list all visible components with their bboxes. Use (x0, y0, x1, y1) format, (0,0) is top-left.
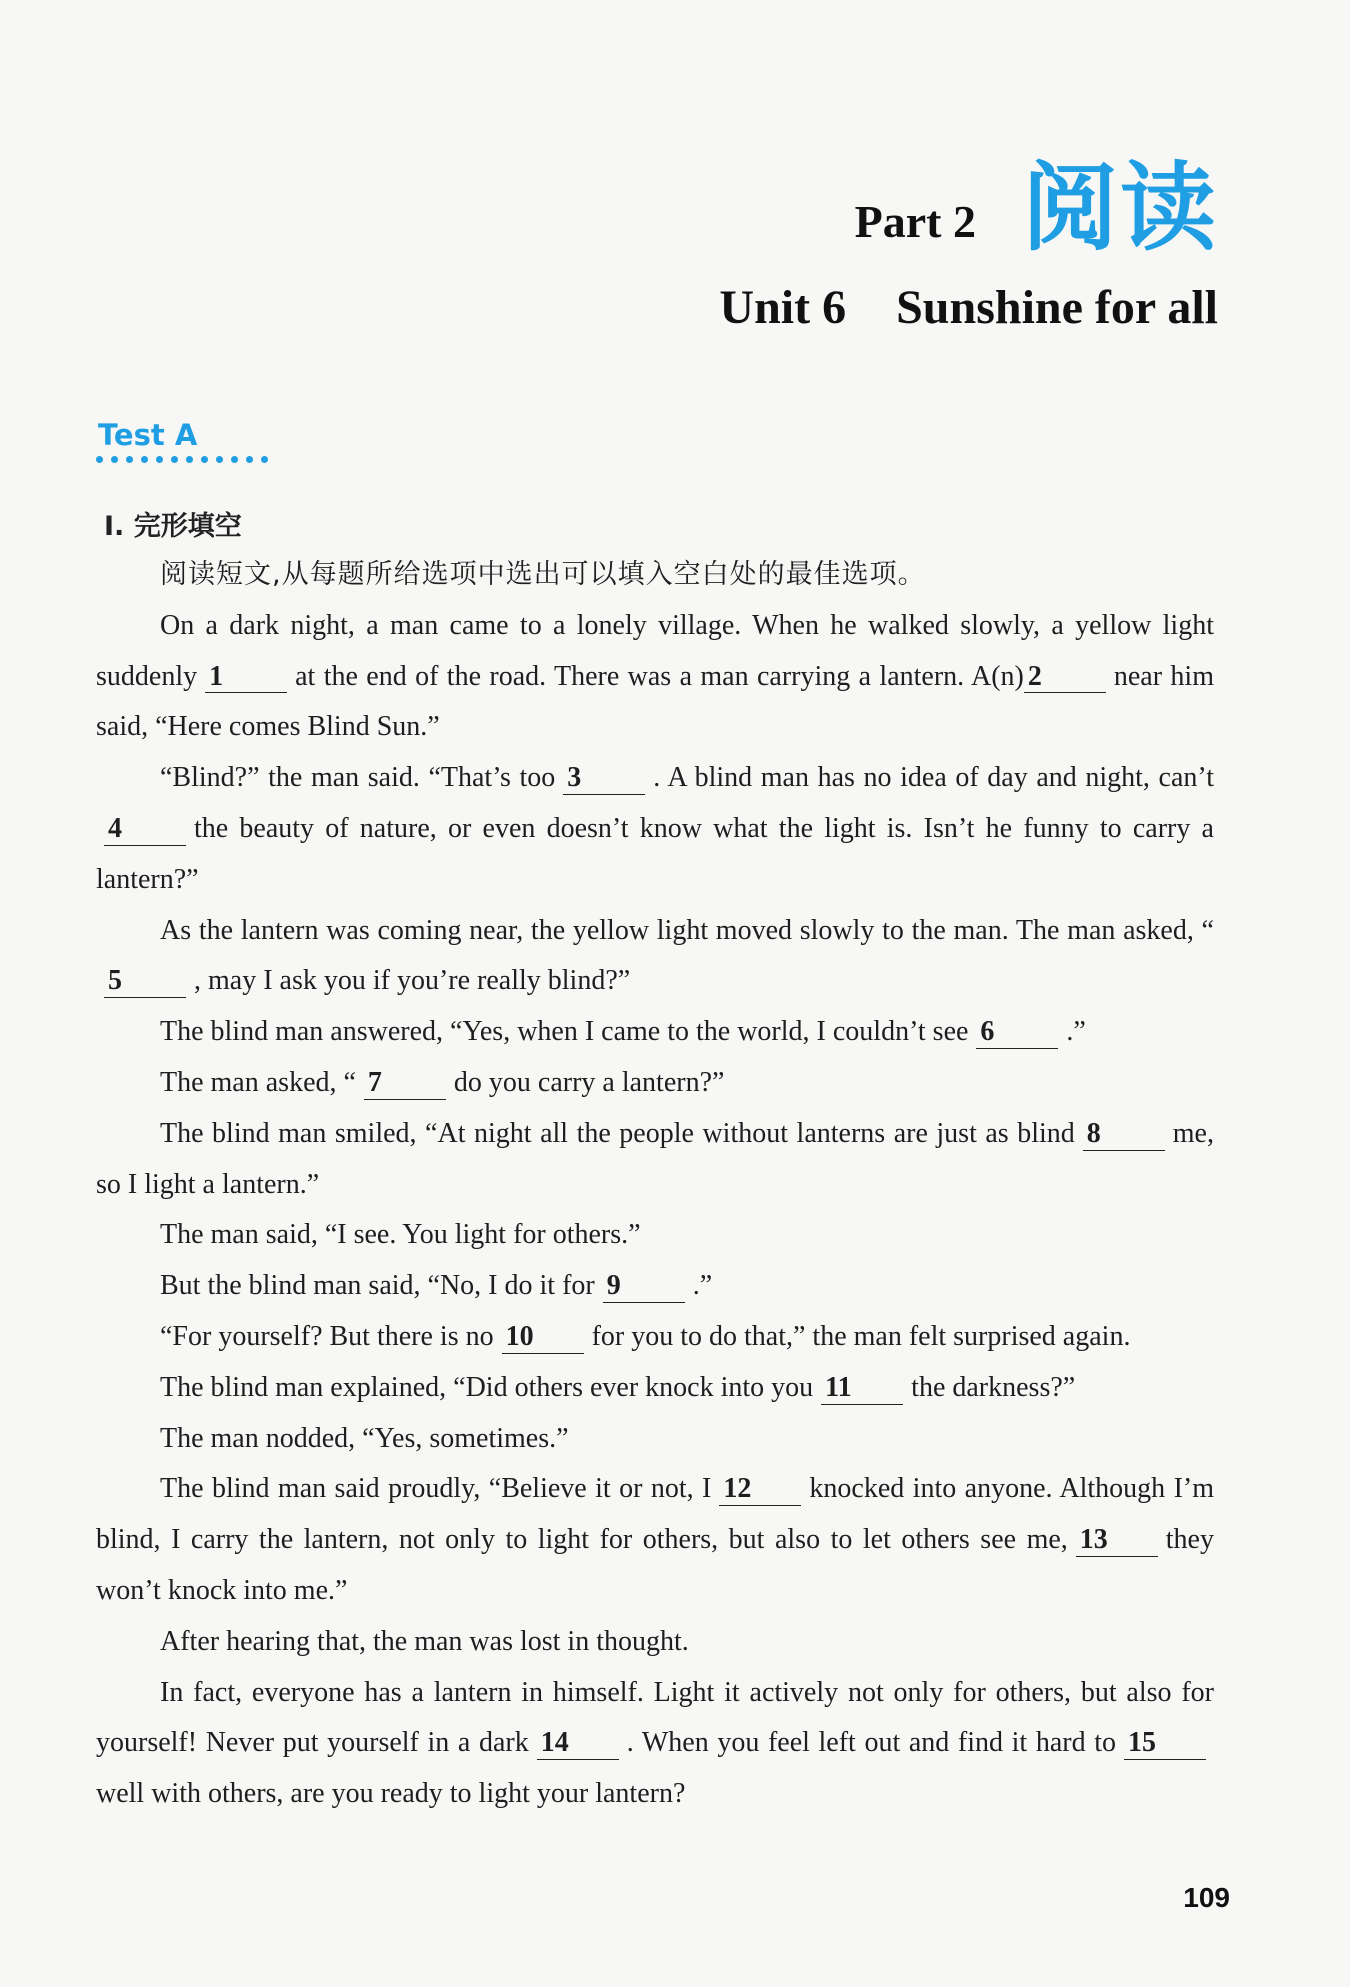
blank-15: 15 (1124, 1728, 1206, 1760)
blank-7: 7 (364, 1068, 446, 1100)
blank-1: 1 (205, 662, 287, 694)
paragraph-1: On a dark night, a man came to a lonely village. When he walked slowly, a yellow light suddenly 1 at the end of the road. There was a man carrying a lantern. A(n) 2 near him said, “Here comes Blind Sun.” (96, 609, 1214, 743)
blank-14: 14 (537, 1728, 619, 1760)
paragraph-13: After hearing that, the man was lost in thought. (160, 1625, 689, 1657)
part-header (854, 152, 1218, 264)
blank-12: 12 (719, 1474, 801, 1506)
blank-2: 2 (1024, 662, 1106, 694)
paragraph-5: The man asked, “ 7 do you carry a lantern?” (160, 1066, 725, 1098)
paragraph-7: The man said, “I see. You light for others.” (160, 1219, 641, 1251)
page-number: 109 (1183, 1882, 1230, 1913)
part-label: Part 2 (854, 195, 976, 247)
paragraph-3: As the lantern was coming near, the yellow light moved slowly to the man. The man asked, “5 , may I ask you if you’re really blind?” (96, 906, 1214, 1008)
blank-11: 11 (821, 1373, 903, 1405)
blank-5: 5 (104, 966, 186, 998)
reading-title-cn: 阅读 (1022, 152, 1218, 264)
blank-13: 13 (1076, 1525, 1158, 1557)
blank-9: 9 (603, 1271, 685, 1303)
passage-body (96, 550, 1214, 1820)
paragraph-6: The blind man smiled, “At night all the people without lanterns are just as blind 8 me, so I light a lantern.” (96, 1117, 1214, 1200)
section-heading: Ⅰ. 完形填空 (104, 511, 242, 542)
paragraph-10: The blind man explained, “Did others ever knock into you 11 the darkness?” (160, 1371, 1076, 1403)
unit-name: Sunshine for all (896, 281, 1218, 334)
paragraph-9: “For yourself? But there is no 10 for you to do that,” the man felt surprised again. (160, 1320, 1131, 1352)
paragraph-12: The blind man said proudly, “Believe it or not, I 12 knocked into anyone. Although I’m blind, I carry the lantern, not only to light for others, but also to let others see me, 13 they won’t knock into me.” (96, 1473, 1214, 1606)
instruction: 阅读短文,从每题所给选项中选出可以填入空白处的最佳选项。 (160, 559, 926, 590)
blank-6: 6 (976, 1017, 1058, 1049)
blank-3: 3 (563, 763, 645, 795)
unit-number: Unit 6 (719, 281, 847, 334)
blank-4: 4 (104, 814, 186, 846)
paragraph-11: The man nodded, “Yes, sometimes.” (160, 1422, 569, 1454)
blank-10: 10 (502, 1322, 584, 1354)
blank-8: 8 (1083, 1119, 1165, 1151)
paragraph-8: But the blind man said, “No, I do it for 9 .” (160, 1270, 713, 1302)
paragraph-14: In fact, everyone has a lantern in himself. Light it actively not only for others, but also for yourself! Never put yourself in a dark 14 . When you feel left out and find it hard to 15well with others, are you ready to light your lantern? (96, 1676, 1214, 1810)
paragraph-2: “Blind?” the man said. “That’s too 3 . A blind man has no idea of day and night, can’t4 the beauty of nature, or even doesn’t know what the light is. Isn’t he funny to carry a lantern?” (96, 762, 1214, 895)
test-label-underline-dots (96, 456, 268, 463)
test-label: Test A (98, 418, 198, 452)
unit-title (719, 280, 1218, 335)
paragraph-4: The blind man answered, “Yes, when I came to the world, I couldn’t see 6 .” (160, 1016, 1086, 1048)
